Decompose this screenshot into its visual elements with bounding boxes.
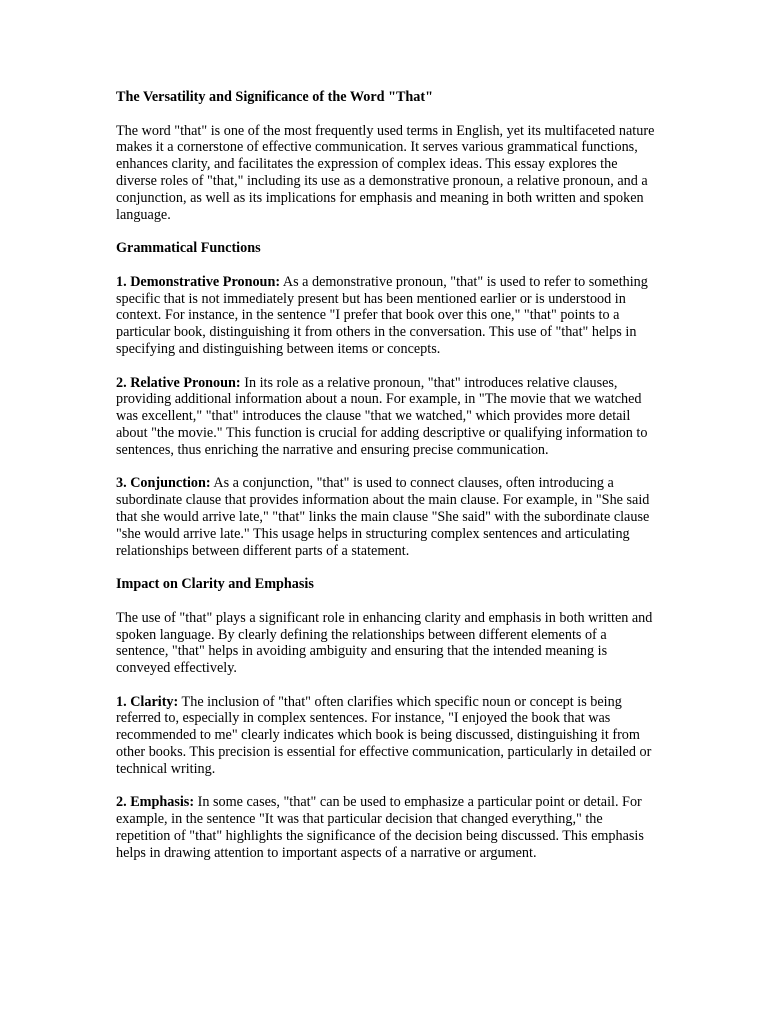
item-text: The inclusion of "that" often clarifies which specific noun or concept is being referred to, especially in complex sentences. For instance, "I enjoyed the book that was recommended to me" clearly indicates which book is being discussed, distinguishing it from other books. This precision is essential for effective communication, particularly in detailed or technical writing. bbox=[116, 693, 652, 777]
document-title: The Versatility and Significance of the Word "That" bbox=[116, 89, 433, 105]
item-clarity bbox=[116, 694, 656, 778]
item-lead: 1. Demonstrative Pronoun: bbox=[116, 273, 281, 290]
item-lead: 2. Relative Pronoun: bbox=[116, 374, 241, 391]
item-emphasis bbox=[116, 794, 656, 861]
section-heading-grammatical-functions: Grammatical Functions bbox=[116, 240, 261, 257]
item-lead: 3. Conjunction: bbox=[116, 475, 211, 492]
intro-paragraph: The word "that" is one of the most frequently used terms in English, yet its multifaceted nature makes it a cornerstone of effective communication. It serves various grammatical functions, enhances clarity, and facilitates the expression of complex ideas. This essay explores the diverse roles of "that," including its use as a demonstrative pronoun, a relative pronoun, and a conjunction, as well as its implications for emphasis and meaning in both written and spoken language. bbox=[116, 122, 655, 223]
item-relative-pronoun bbox=[116, 375, 656, 459]
item-conjunction bbox=[116, 475, 656, 559]
item-demonstrative-pronoun bbox=[116, 274, 656, 358]
item-text: As a conjunction, "that" is used to connect clauses, often introducing a subordinate clause that provides information about the main clause. For example, in "She said that she would arrive late," "that" links the main clause "She said" with the subordinate clause "she would arrive late." This usage helps in structuring complex sentences and articulating relationships between different parts of a statement. bbox=[116, 475, 650, 559]
section-heading-clarity-emphasis: Impact on Clarity and Emphasis bbox=[116, 576, 314, 593]
item-text: In its role as a relative pronoun, "that" introduces relative clauses, providing additional information about a noun. For example, in "The movie that we watched was excellent," "that" introduces the clause "that we watched," which provides more detail about "the movie." This function is crucial for adding descriptive or qualifying information to sentences, thus enriching the narrative and ensuring precise communication. bbox=[116, 374, 648, 458]
item-lead: 1. Clarity: bbox=[116, 693, 179, 710]
item-lead: 2. Emphasis: bbox=[116, 794, 195, 811]
document-page bbox=[116, 89, 656, 878]
item-text: As a demonstrative pronoun, "that" is used to refer to something specific that is not immediately present but has been mentioned earlier or is understood in context. For instance, in the sentence "I prefer that book over this one," "that" points to a particular book, distinguishing it from others in the conversation. This use of "that" helps in specifying and distinguishing between items or concepts. bbox=[116, 273, 648, 357]
item-text: In some cases, "that" can be used to emphasize a particular point or detail. For example, in the sentence "It was that particular decision that changed everything," the repetition of "that" highlights the significance of the decision being discussed. This emphasis helps in drawing attention to important aspects of a narrative or argument. bbox=[116, 794, 644, 861]
section2-intro-paragraph: The use of "that" plays a significant role in enhancing clarity and emphasis in both written and spoken language. By clearly defining the relationships between different elements of a sentence, "that" helps in avoiding ambiguity and ensuring that the intended meaning is conveyed effectively. bbox=[116, 609, 653, 677]
